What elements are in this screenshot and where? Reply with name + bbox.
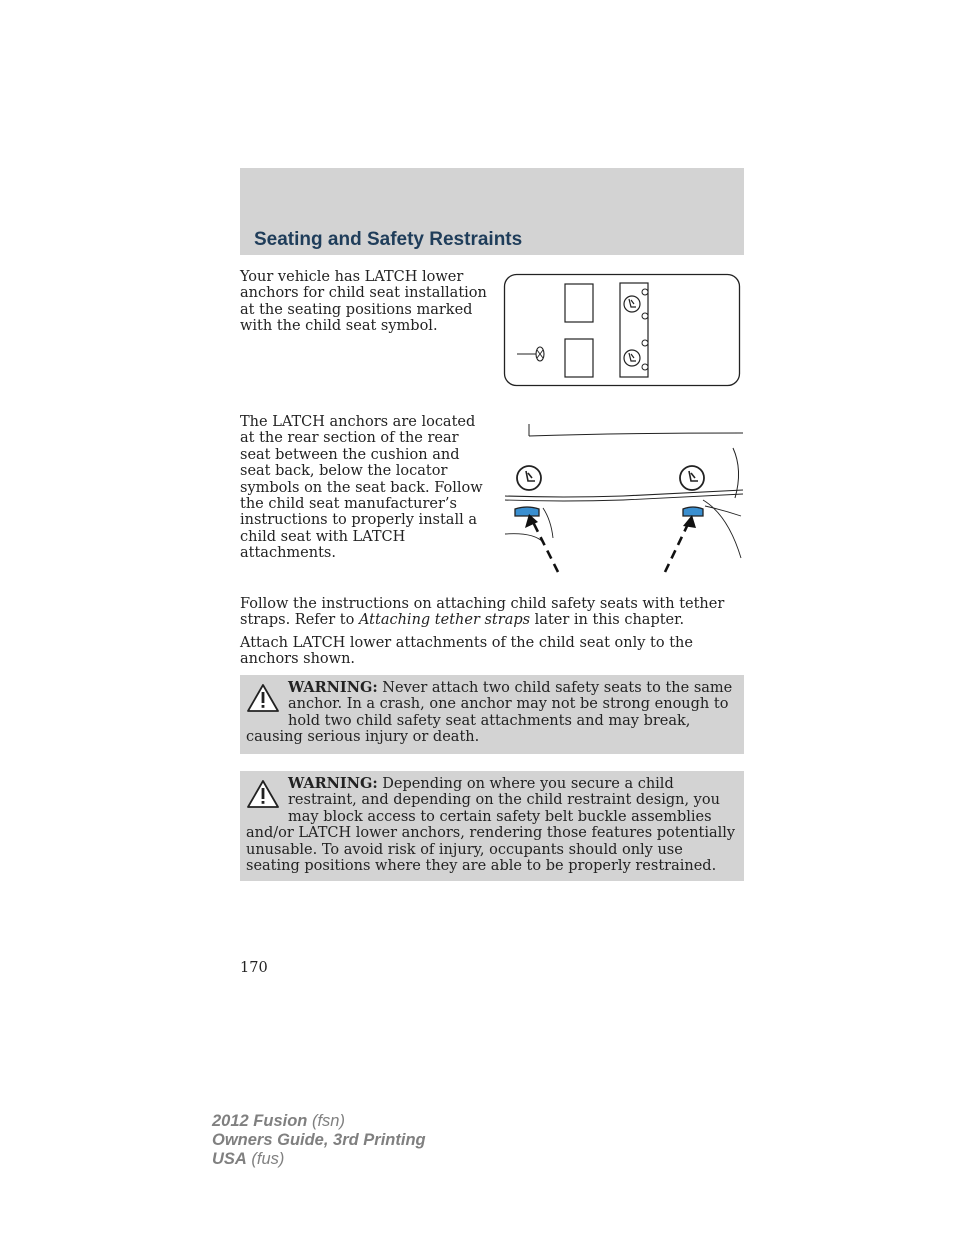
latch-location-paragraph: The LATCH anchors are located at the rear section of the rear seat between the cushion and seat back, below the locator symbols on the seat back. Follow the child seat manufacturer’s instructions to properly install a child seat with LATCH attachments. <box>240 414 483 562</box>
latch-anchor-left <box>515 507 539 516</box>
warning-text: Never attach two child safety seats to the same anchor. In a crash, one anchor may not be strong enough to hold two child safety seat attachments and may break, causing serious injury or death. <box>246 680 733 746</box>
warning-label: WARNING: <box>288 679 378 696</box>
cross-reference-link: Attaching tether straps <box>358 612 531 629</box>
warning-box <box>240 771 744 881</box>
warning-triangle-icon <box>246 779 280 809</box>
latch-intro-paragraph: Your vehicle has LATCH lower anchors for child seat installation at the seating positions marked with the child seat symbol. <box>240 269 487 335</box>
tether-straps-paragraph: Follow the instructions on attaching child safety seats with tether straps. Refer to Attaching tether straps later in this chapter. <box>240 596 725 629</box>
child-seat-symbol-icon <box>680 466 704 490</box>
page-number: 170 <box>240 960 268 976</box>
warning-box <box>240 675 744 754</box>
warning-text: Depending on where you secure a child restraint, and depending on the child restraint design, you may block access to certain safety belt buckle assemblies and/or LATCH lower anchors, rendering those features potentially unusable. To avoid risk of injury, occupants should only use seating positions where they are able to be properly restrained. <box>246 776 736 875</box>
child-seat-symbol-icon <box>517 466 541 490</box>
latch-anchor-illustration <box>503 420 744 576</box>
seating-layout-diagram <box>503 272 743 388</box>
section-header-band <box>240 168 744 255</box>
footer-line-region: USA (fus) <box>212 1150 285 1168</box>
lower-attachments-paragraph: Attach LATCH lower attachments of the child seat only to the anchors shown. <box>240 635 693 668</box>
section-title: Seating and Safety Restraints <box>254 229 523 250</box>
document-footer <box>212 1112 426 1169</box>
latch-anchor-right <box>683 507 703 516</box>
footer-line-model: 2012 Fusion (fsn) <box>212 1112 345 1130</box>
warning-label: WARNING: <box>288 775 378 792</box>
footer-line-guide: Owners Guide, 3rd Printing <box>212 1131 426 1149</box>
warning-triangle-icon <box>246 683 280 713</box>
